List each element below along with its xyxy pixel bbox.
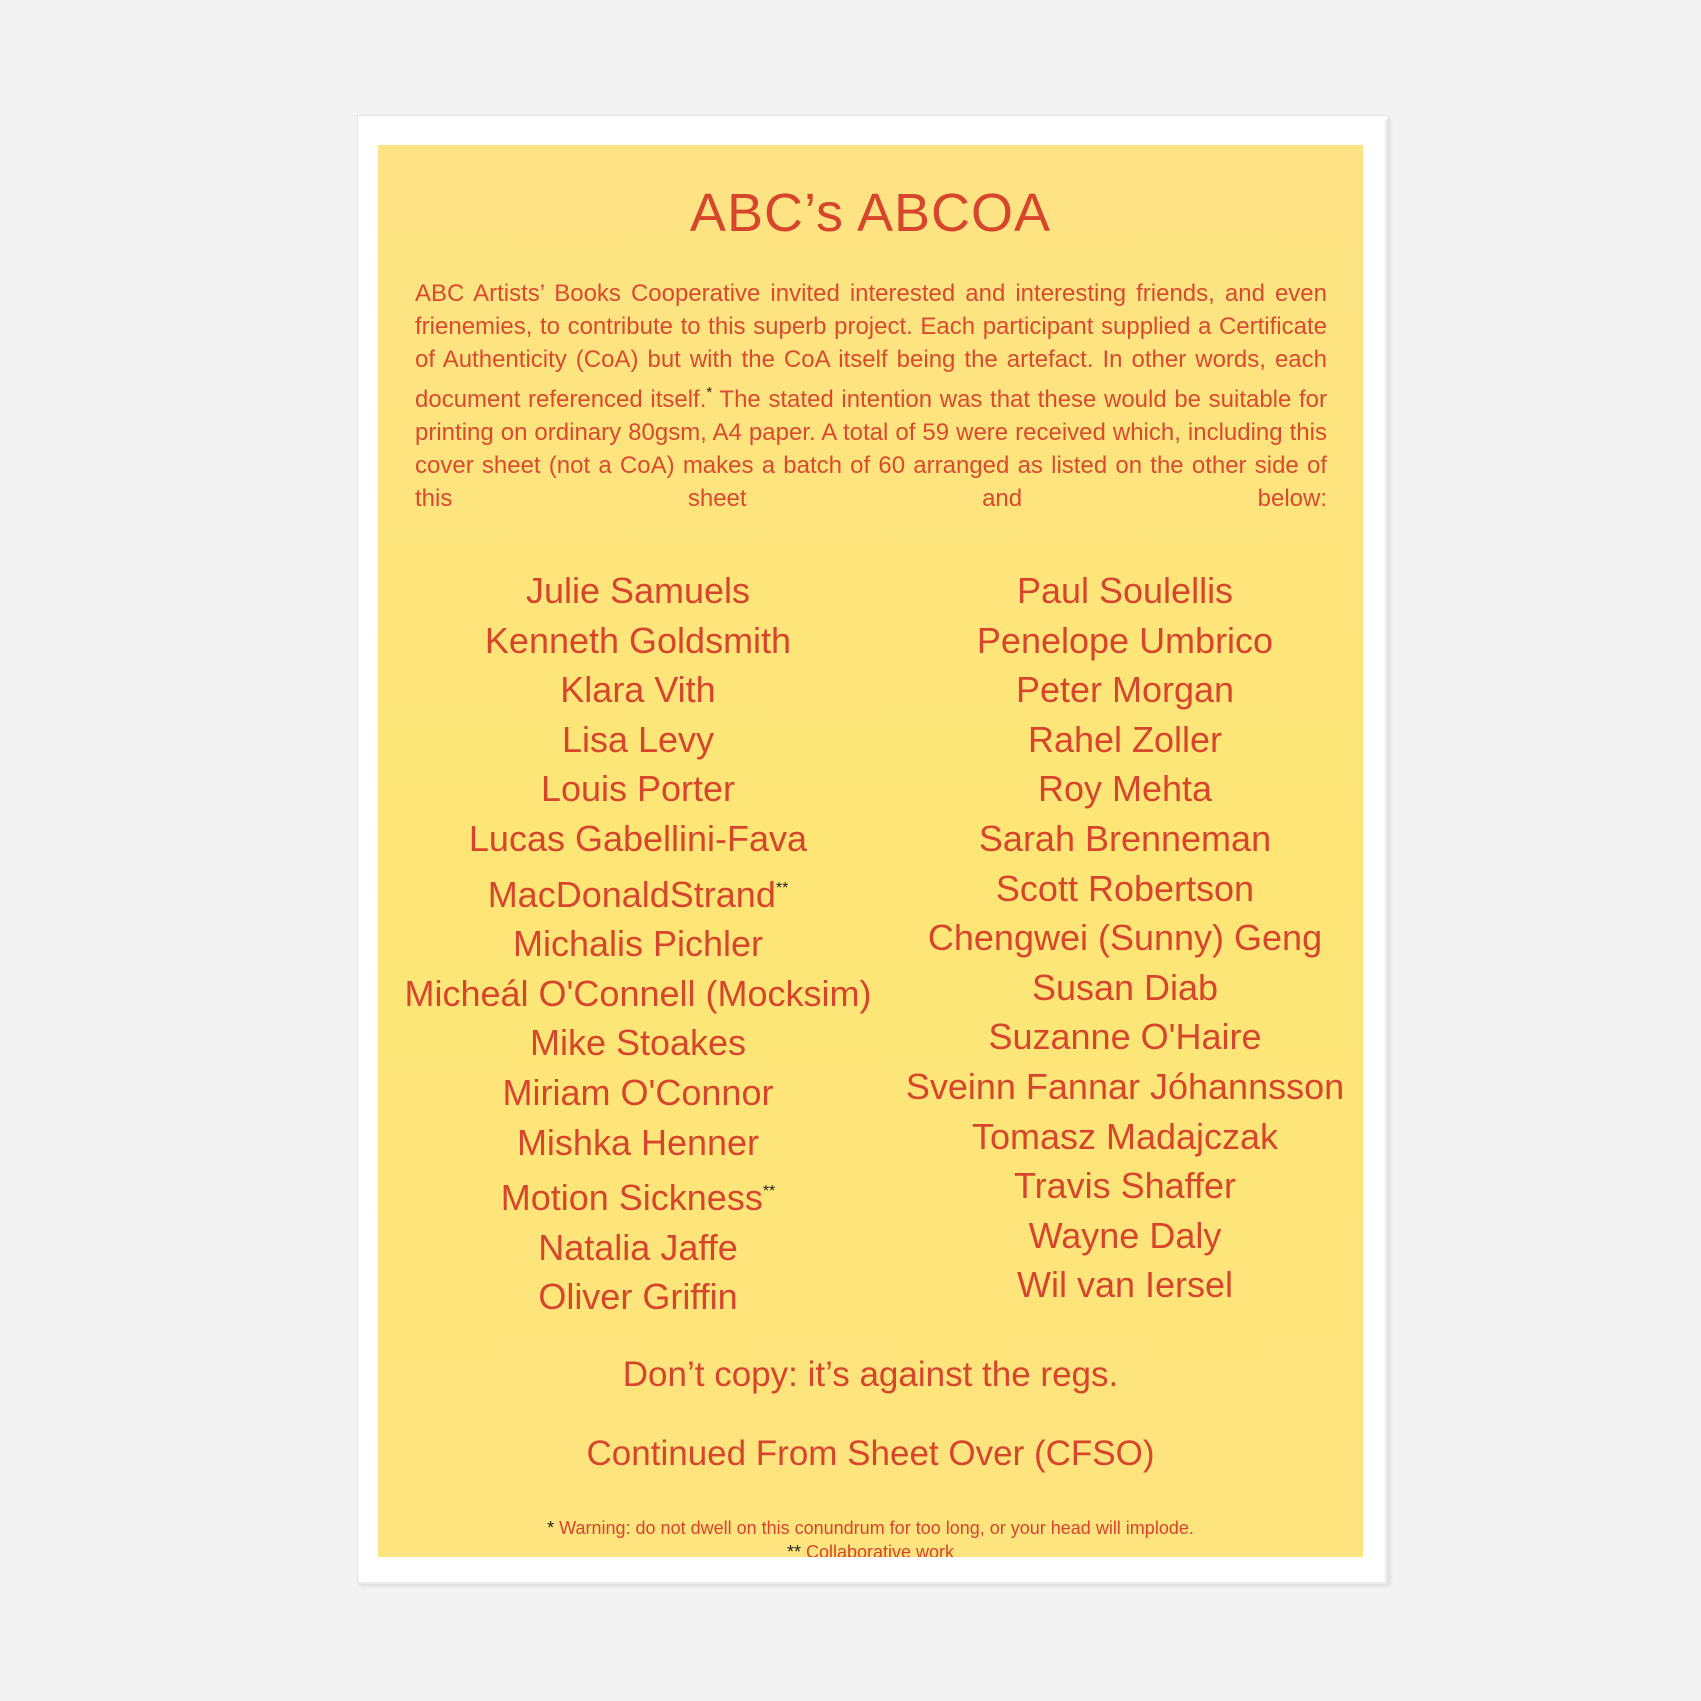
footnote-collaborative-text: Collaborative work <box>805 1542 955 1557</box>
participant-name-text: Mike Stoakes <box>529 1022 747 1064</box>
intro-text-part1: ABC Artists’ Books Cooperative invited interested and interesting friends, and even frienemies, to contribute to this superb project. Each participant supplied a Certificate of Authenticity (CoA) but with the CoA itself being the artefact. In other words, each document referenced itself. <box>415 280 1327 413</box>
participant-name: Wayne Daly <box>1028 1214 1222 1256</box>
participant-name: Suzanne O'Haire <box>988 1016 1262 1058</box>
document-title: ABC’s ABCOA <box>689 183 1052 243</box>
participant-name-text: Natalia Jaffe <box>538 1226 738 1268</box>
participant-name: Peter Morgan <box>1015 669 1235 711</box>
footnote-warning-mark: * <box>547 1518 555 1538</box>
participant-name-text: Micheál O'Connell (Mocksim) <box>404 972 872 1014</box>
participant-name-text: Miriam O'Connor <box>502 1071 774 1113</box>
participant-name: Roy Mehta <box>1037 768 1213 810</box>
participant-name: Tomasz Madajczak <box>971 1115 1279 1157</box>
participant-name-text: Kenneth Goldsmith <box>484 619 792 661</box>
intro-paragraph <box>415 277 1327 515</box>
participant-name-text: Julie Samuels <box>525 570 751 611</box>
participant-name: Susan Diab <box>1031 966 1219 1008</box>
participant-name: Wil van Iersel <box>1016 1264 1234 1306</box>
collaborative-mark: ** <box>762 1183 776 1201</box>
participant-name-text: Louis Porter <box>540 768 736 810</box>
participant-name: Rahel Zoller <box>1027 718 1223 760</box>
participant-name-text: Michalis Pichler <box>512 923 764 965</box>
participant-name-text: MacDonaldStrand <box>487 873 776 915</box>
continued-note: Continued From Sheet Over (CFSO) <box>586 1434 1155 1473</box>
participant-name-text: Mishka Henner <box>516 1121 760 1163</box>
participant-name-text: Oliver Griffin <box>538 1276 738 1318</box>
participant-name-text: Motion Sickness <box>500 1177 763 1219</box>
intro-footnote-mark: * <box>706 384 713 401</box>
participant-name: Chengwei (Sunny) Geng <box>927 917 1323 959</box>
participant-name: Travis Shaffer <box>1013 1165 1237 1207</box>
participant-name: Sarah Brenneman <box>978 817 1272 859</box>
certificate-sheet <box>378 145 1363 1557</box>
participant-name: Penelope Umbrico <box>976 619 1274 661</box>
participant-name-text: Lucas Gabellini-Fava <box>468 817 808 859</box>
footnote-collaborative <box>378 1540 1363 1557</box>
footnote-warning <box>378 1516 1363 1540</box>
participant-name: Sveinn Fannar Jóhannsson <box>905 1065 1345 1107</box>
participant-name: Paul Soulellis <box>1016 570 1234 611</box>
participant-name-text: Klara Vith <box>560 669 716 711</box>
footnote-warning-text: Warning: do not dwell on this conundrum for too long, or your head will implode. <box>559 1518 1194 1538</box>
participant-name-text: Lisa Levy <box>561 718 715 760</box>
participant-name: Scott Robertson <box>995 867 1255 909</box>
footnote-collaborative-mark: ** <box>786 1542 801 1557</box>
copy-warning: Don’t copy: it’s against the regs. <box>622 1355 1119 1394</box>
intro-text-part2: The stated intention was that these would be suitable for printing on ordinary 80gsm, A4 paper. A total of 59 were received which, including this cover sheet (not a CoA) makes a batch of 60 arranged as listed on the other side of this sheet and below: <box>415 386 1327 512</box>
collaborative-mark: ** <box>775 879 789 897</box>
right-name-column <box>800 566 1363 1310</box>
